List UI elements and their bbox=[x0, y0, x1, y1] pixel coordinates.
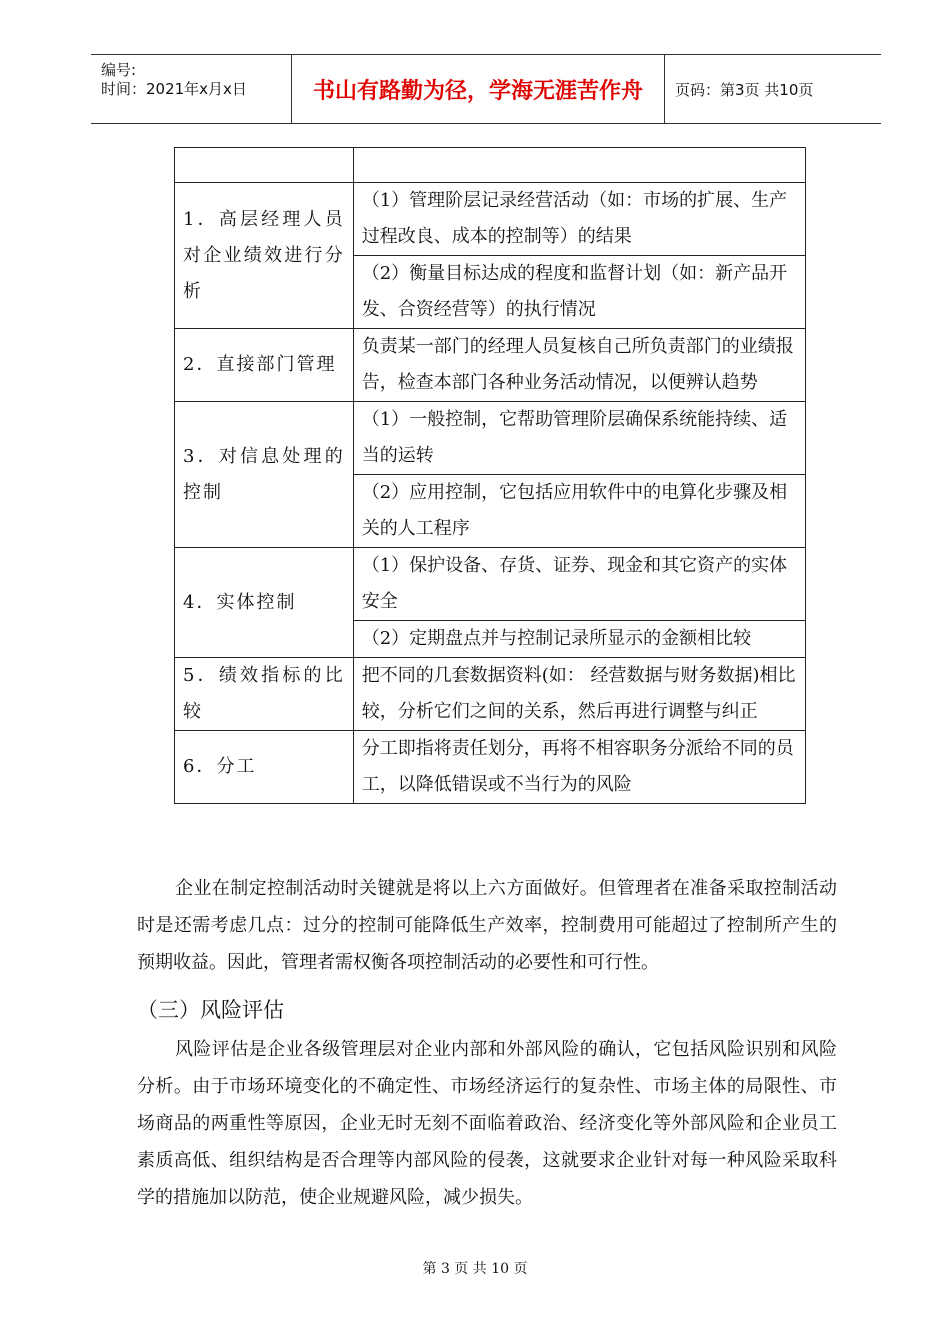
section-heading: （三）风险评估 bbox=[137, 998, 284, 1022]
item-cell: 分工即指将责任划分，再将不相容职务分派给不同的员工，以降低错误或不当行为的风险 bbox=[353, 731, 805, 804]
page-footer: 第 3 页 共 10 页 bbox=[422, 1261, 528, 1277]
paragraph-risk-assessment: 风险评估是企业各级管理层对企业内部和外部风险的确认，它包括风险识别和风险分析。由于市场环境变化的不确定性、市场经济运行的复杂性、市场主体的局限性、市场商品的两重性等原因，企业无时无刻不面临着政治、经济变化等外部风险和企业员工素质高低、组织结构是否合理等内部风险的侵袭，这就要求企业针对每一种风险采取科学的措施加以防范，使企业规避风险，减少损失。 bbox=[137, 1039, 837, 1208]
table-row bbox=[175, 183, 806, 256]
item-cell: 负责某一部门的经理人员复核自己所负责部门的业绩报告，检查本部门各种业务活动情况，以便辨认趋势 bbox=[353, 329, 805, 402]
category-cell: 3．对信息处理的控制 bbox=[175, 402, 354, 548]
page-header bbox=[91, 54, 881, 124]
category-cell: 6．分工 bbox=[175, 731, 354, 804]
item-cell: （2）衡量目标达成的程度和监督计划（如：新产品开发、合资经营等）的执行情况 bbox=[353, 256, 805, 329]
table-row bbox=[175, 148, 806, 183]
table-row bbox=[175, 731, 806, 804]
category-cell: 2．直接部门管理 bbox=[175, 329, 354, 402]
table-row bbox=[175, 329, 806, 402]
table-row bbox=[175, 548, 806, 621]
table-row bbox=[175, 658, 806, 731]
item-cell: （1）保护设备、存货、证券、现金和其它资产的实体安全 bbox=[353, 548, 805, 621]
category-cell: 4．实体控制 bbox=[175, 548, 354, 658]
item-cell: （2）应用控制，它包括应用软件中的电算化步骤及相关的人工程序 bbox=[353, 475, 805, 548]
item-cell: （1）管理阶层记录经营活动（如：市场的扩展、生产过程改良、成本的控制等）的结果 bbox=[353, 183, 805, 256]
table-cell bbox=[353, 148, 805, 183]
document-number-label: 编号: bbox=[101, 61, 137, 79]
control-activities-table bbox=[174, 147, 806, 804]
item-cell: （1）一般控制，它帮助管理阶层确保系统能持续、适当的运转 bbox=[353, 402, 805, 475]
paragraph-control-summary: 企业在制定控制活动时关键就是将以上六方面做好。但管理者在准备采取控制活动时是还需考虑几点：过分的控制可能降低生产效率，控制费用可能超过了控制所产生的预期收益。因此，管理者需权衡各项控制活动的必要性和可行性。 bbox=[137, 878, 837, 973]
document-date: 时间：2021年x月x日 bbox=[101, 80, 247, 98]
item-cell: 把不同的几套数据资料(如： 经营数据与财务数据)相比较，分析它们之间的关系，然后再进行调整与纠正 bbox=[353, 658, 805, 731]
table-row bbox=[175, 402, 806, 475]
header-page-info: 页码：第3页 共10页 bbox=[675, 80, 814, 99]
item-cell: （2）定期盘点并与控制记录所显示的金额相比较 bbox=[353, 621, 805, 658]
category-cell: 5．绩效指标的比较 bbox=[175, 658, 354, 731]
table-cell bbox=[175, 148, 354, 183]
category-cell: 1．高层经理人员对企业绩效进行分析 bbox=[175, 183, 354, 329]
header-meta bbox=[91, 55, 292, 123]
header-motto: 书山有路勤为径，学海无涯苦作舟 bbox=[292, 55, 665, 123]
